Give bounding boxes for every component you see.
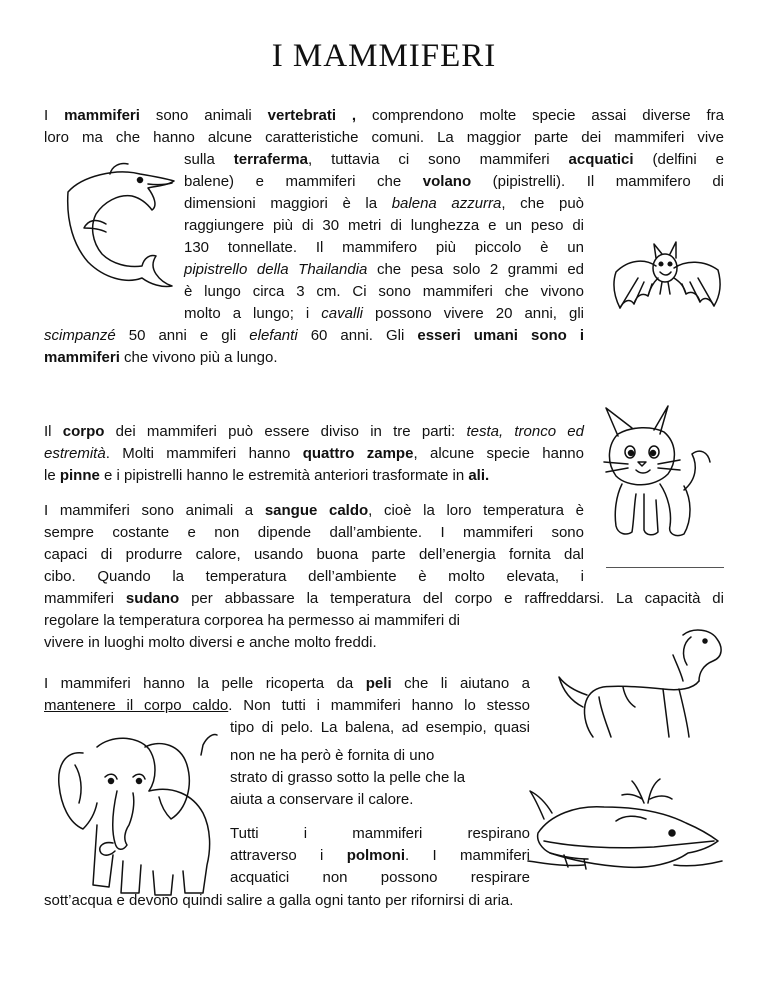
p4-line [230,767,465,789]
p5-line [230,867,530,889]
p2-line [44,465,489,487]
p5-line [230,823,530,845]
p3-line [44,610,460,632]
bold-term: mammiferi [64,107,140,124]
p1-line [44,347,278,369]
p2-line [44,443,584,465]
text-run: loro ma che hanno alcune caratteristiche comuni. La maggior parte dei mammiferi vive [44,129,724,146]
p3-line [44,588,724,610]
page-title: I MAMMIFERI [271,38,497,74]
text-run: Il [44,423,63,440]
italic-term: elefanti [249,327,298,344]
text-run: , tuttavia ci sono mammiferi [308,151,569,168]
text-run: molto a lungo; i [184,305,322,322]
text-run: dimensioni maggiori è la [184,195,392,212]
text-run: 50 anni e gli [115,327,250,344]
p3-line [44,632,377,654]
text-run: sott’acqua e devono quindi salire a galla ogni tanto per rifornirsi di aria. [44,892,514,909]
text-run: le [44,467,60,484]
bold-term: sudano [125,590,180,607]
text-run: . I mammiferi [405,847,530,864]
p1-line [44,105,724,127]
text-run: vivere in luoghi molto diversi e anche molto freddi. [44,634,377,651]
bold-term: volano [422,173,472,190]
text-run: , che può [501,195,584,212]
text-run: sono animali [139,107,268,124]
underlined-term: mantenere il corpo caldo [44,697,229,714]
italic-term: balena azzurra [391,195,502,212]
p5-line [230,845,530,867]
p3-line [44,500,584,522]
bold-term: esseri umani sono i [417,327,585,344]
italic-term: pipistrello della Thailandia [184,261,368,278]
bold-term: mammiferi [44,349,120,366]
p1-line [184,171,724,193]
cat-illustration [588,400,718,542]
p1-line [184,303,584,325]
p3-line [44,544,584,566]
text-run: (delfini e [633,151,724,168]
text-run: aiuta a conservare il calore. [230,791,414,808]
italic-term: cavalli [321,305,363,322]
text-run: Tutti i mammiferi respirano [230,825,530,842]
whale-illustration [524,775,724,875]
text-run: per abbassare la temperatura del corpo e raffreddarsi. La capacità di [179,590,724,607]
bold-term: terraferma [233,151,308,168]
bold-term: acquatici [568,151,634,168]
p4-line [230,717,530,739]
text-run: I mammiferi hanno la pelle ricoperta da [44,675,366,692]
text-run: è lungo circa 3 cm. Ci sono mammiferi che vivono [184,283,584,300]
text-run: che pesa solo 2 grammi ed [367,261,584,278]
divider [606,567,724,568]
p4-line [230,789,413,811]
p1-line [44,325,584,347]
text-run: balene) e mammiferi che [184,173,423,190]
text-run: dei mammiferi può essere diviso in tre parti: [104,423,467,440]
bold-term: sangue caldo [264,502,369,519]
text-run: comprendono molte specie assai diverse fra [356,107,724,124]
p1-line [184,149,724,171]
text-run: raggiungere più di 30 metri di lunghezza e un peso di [184,217,584,234]
italic-term: estremità [44,445,106,462]
bold-term: ali. [468,467,490,484]
p2-line [44,421,584,443]
bat-illustration [608,238,726,316]
text-run: , alcune specie hanno [413,445,584,462]
text-run: sulla [184,151,234,168]
dolphin-illustration [48,158,183,293]
bold-term: corpo [62,423,105,440]
p3-line [44,566,584,588]
text-run: possono vivere 20 anni, gli [362,305,585,322]
dog-illustration [553,625,728,743]
text-run: 60 anni. Gli [297,327,418,344]
text-run: . Molti mammiferi hanno [105,445,303,462]
text-run: strato di grasso sotto la pelle che la [230,769,466,786]
text-run: I mammiferi sono animali a [44,502,265,519]
p1-line [184,193,584,215]
bold-term: pinne [59,467,100,484]
text-run: regolare la temperatura corporea ha permesso ai mammiferi di [44,612,461,629]
bold-term: quattro zampe [302,445,414,462]
text-run: tipo di pelo. La balena, ad esempio, quasi [230,719,530,736]
p4-line [230,745,434,767]
p4-line [44,673,530,695]
text-run: (pipistrelli). Il mammifero di [471,173,724,190]
text-run: e i pipistrelli hanno le estremità anteriori trasformate in [99,467,469,484]
p1-line [184,281,584,303]
text-run: , cioè la loro temperatura è [368,502,584,519]
elephant-illustration [53,725,218,905]
text-run: cibo. Quando la temperatura dell’ambiente è molto elevata, i [44,568,584,585]
p1-line [184,237,584,259]
bold-term: peli [365,675,392,692]
p1-line [44,127,724,149]
text-run: I [44,107,65,124]
text-run: attraverso i [230,847,347,864]
text-run: non ne ha però è fornita di uno [230,747,435,764]
italic-term: scimpanzé [44,327,116,344]
bold-term: vertebrati , [267,107,357,124]
text-run: capaci di produrre calore, usando buona parte dell’energia fornita dal [44,546,584,563]
italic-term: testa, tronco ed [466,423,584,440]
text-run: sempre costante e non dipende dall’ambiente. I mammiferi sono [44,524,584,541]
text-run: che li aiutano a [391,675,530,692]
text-run: . Non tutti i mammiferi hanno lo stesso [228,697,530,714]
p4-line [44,695,530,717]
text-run: acquatici non possono respirare [230,869,530,886]
text-run: mammiferi [44,590,126,607]
p1-line [184,259,584,281]
bold-term: polmoni [346,847,406,864]
p3-line [44,522,584,544]
p1-line [184,215,584,237]
text-run: 130 tonnellate. Il mammifero più piccolo è un [184,239,584,256]
text-run: che vivono più a lungo. [119,349,278,366]
